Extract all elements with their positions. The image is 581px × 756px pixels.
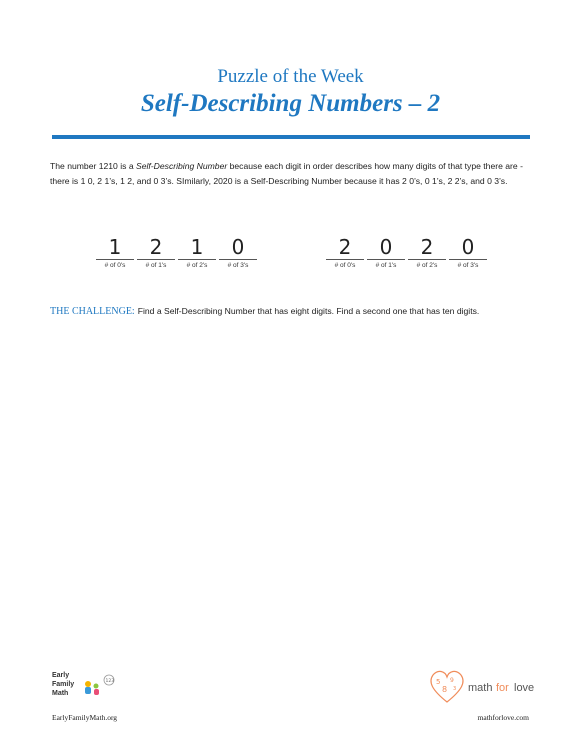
intro-text-start: The number 1210 is a — [50, 161, 136, 171]
digit: 1 — [178, 236, 216, 260]
digit-cell — [326, 236, 364, 271]
digit-caption: # of 1's — [145, 262, 167, 269]
page-pretitle: Puzzle of the Week — [217, 66, 364, 87]
digit-caption: # of 0's — [104, 262, 126, 269]
digit-caption: # of 3's — [227, 262, 249, 269]
digit: 0 — [219, 236, 257, 260]
digit: 0 — [449, 236, 487, 260]
challenge-paragraph — [50, 305, 550, 318]
family-figures-icon — [82, 674, 118, 698]
footer-left-url[interactable]: EarlyFamilyMath.org — [52, 713, 118, 722]
digit-caption: # of 2's — [416, 262, 438, 269]
digit: 0 — [367, 236, 405, 260]
challenge-label: THE CHALLENGE: — [50, 306, 135, 317]
intro-paragraph — [50, 159, 530, 189]
digit-caption: # of 3's — [457, 262, 479, 269]
digit: 2 — [408, 236, 446, 260]
page-title: Self-Describing Numbers – 2 — [140, 90, 441, 117]
logo-math-text: math — [468, 682, 493, 694]
example-1210 — [96, 236, 260, 271]
early-family-math-logo — [52, 672, 122, 708]
logo-word: Family — [52, 681, 75, 688]
digit-cell — [449, 236, 487, 271]
example-2020 — [326, 236, 490, 271]
heart-numbers-icon — [428, 668, 466, 704]
digit-cell — [367, 236, 405, 271]
logo-word: Math — [52, 690, 69, 697]
digit: 2 — [137, 236, 175, 260]
digit-cell — [96, 236, 134, 271]
footer-right-url[interactable]: mathforlove.com — [477, 713, 529, 722]
svg-text:9: 9 — [450, 677, 454, 684]
logo-love-text: love — [514, 682, 535, 694]
digit-cell — [219, 236, 257, 271]
intro-term: Self-Describing Number — [136, 161, 228, 171]
digit-caption: # of 0's — [334, 262, 356, 269]
digit: 1 — [96, 236, 134, 260]
svg-text:3: 3 — [453, 686, 457, 692]
title-divider — [52, 135, 530, 139]
svg-text:8: 8 — [442, 685, 448, 694]
digit: 2 — [326, 236, 364, 260]
logo-for-text: for — [496, 682, 509, 694]
intro-text-end: because each digit in order describes how many digits of that type there are - there is 1 0, 2 1’s, 1 2, and 0 3’s. SImilarly, 2020 is a Self-Describing Number because it has 2 0’s, 0 1’s, 2 2’s, and 0 3’s. — [50, 161, 523, 186]
digit-cell — [137, 236, 175, 271]
digit-cell — [178, 236, 216, 271]
math-for-love-logo — [428, 668, 538, 704]
digit-cell — [408, 236, 446, 271]
svg-text:123: 123 — [105, 679, 115, 684]
logo-word: Early — [52, 672, 70, 679]
challenge-text: Find a Self-Describing Number that has eight digits. Find a second one that has ten digits. — [137, 306, 480, 316]
digit-caption: # of 2's — [186, 262, 208, 269]
svg-text:5: 5 — [436, 678, 441, 686]
digit-caption: # of 1's — [375, 262, 397, 269]
